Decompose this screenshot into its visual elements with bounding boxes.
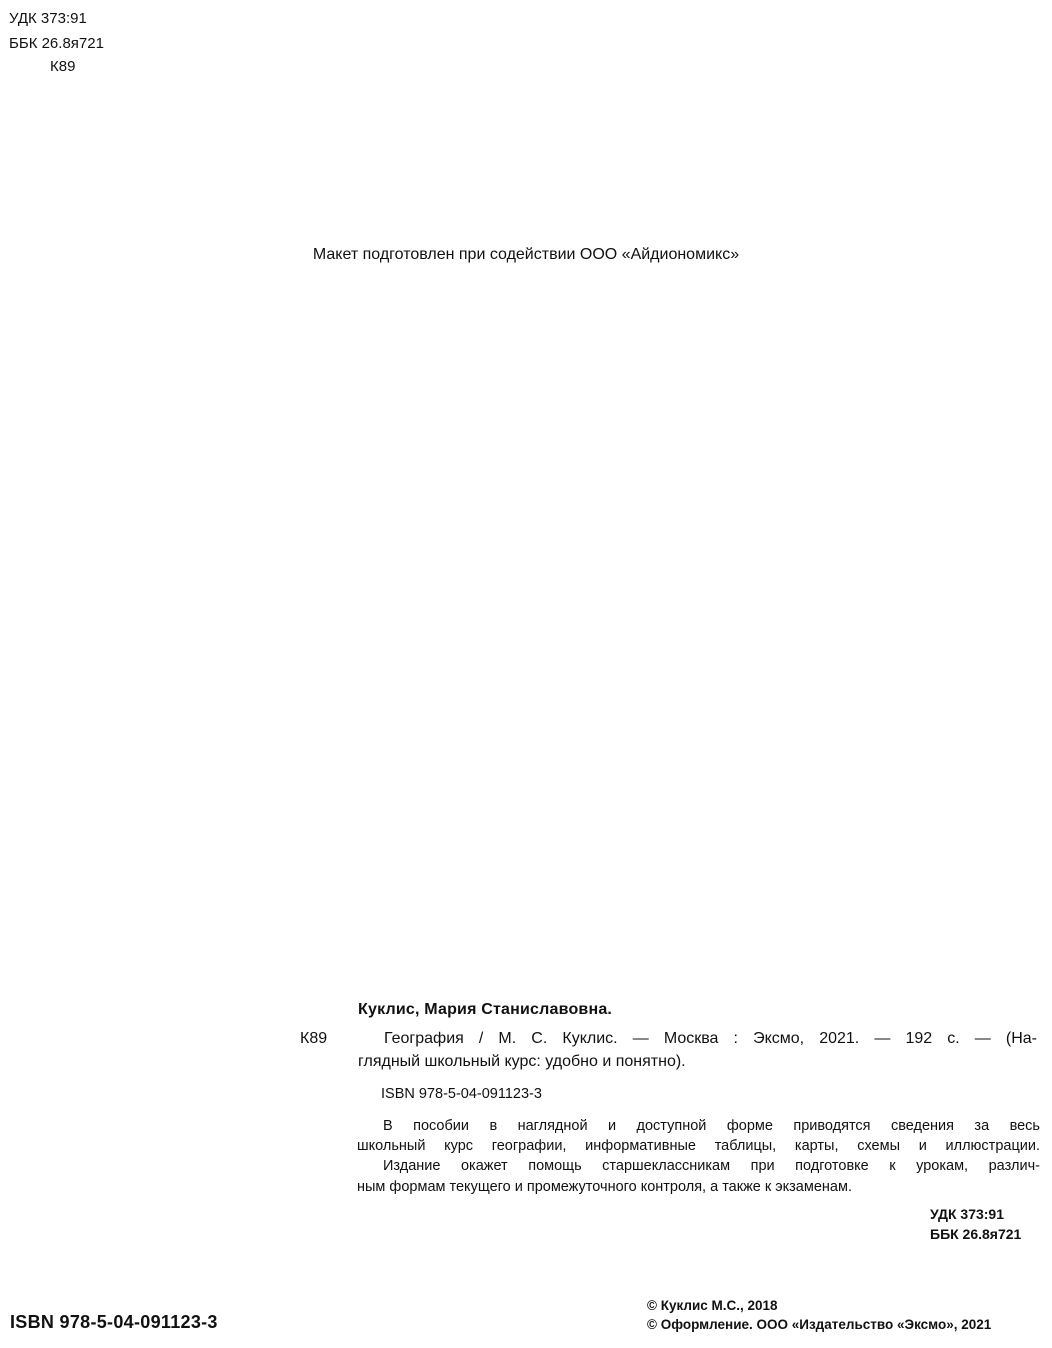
author-sign: К89 xyxy=(300,1030,328,1047)
bibliographic-description-line-1: География / М. С. Куклис. — Москва : Эксмо, 2021. — 192 с. — (На- xyxy=(384,1030,1037,1047)
bbk-code-top: ББК 26.8я721 xyxy=(9,35,104,52)
isbn-record: ISBN 978-5-04-091123-3 xyxy=(381,1086,542,1102)
copyright-author: © Куклис М.С., 2018 xyxy=(647,1298,778,1313)
bibliographic-description-line-2: глядный школьный курс: удобно и понятно). xyxy=(358,1053,686,1070)
bbk-code-bottom: ББК 26.8я721 xyxy=(930,1226,1022,1242)
abstract-line-2: школьный курс географии, информативные таблицы, карты, схемы и иллюстрации. xyxy=(357,1138,1040,1154)
udk-code-bottom: УДК 373:91 xyxy=(930,1206,1004,1222)
isbn-footer: ISBN 978-5-04-091123-3 xyxy=(10,1312,218,1332)
abstract-line-1: В пособии в наглядной и доступной форме приводятся сведения за весь xyxy=(383,1118,1040,1134)
abstract-line-4: ным формам текущего и промежуточного контроля, а также к экзаменам. xyxy=(357,1179,852,1195)
author-sign-top: К89 xyxy=(50,58,76,75)
abstract-line-3: Издание окажет помощь старшеклассникам при подготовке к урокам, различ- xyxy=(383,1158,1040,1174)
layout-note: Макет подготовлен при содействии ООО «Айдиономикс» xyxy=(312,246,740,263)
author-heading: Куклис, Мария Станиславовна. xyxy=(358,1001,613,1018)
copyright-design: © Оформление. ООО «Издательство «Эксмо», 2021 xyxy=(647,1317,992,1332)
udk-code-top: УДК 373:91 xyxy=(9,10,87,27)
